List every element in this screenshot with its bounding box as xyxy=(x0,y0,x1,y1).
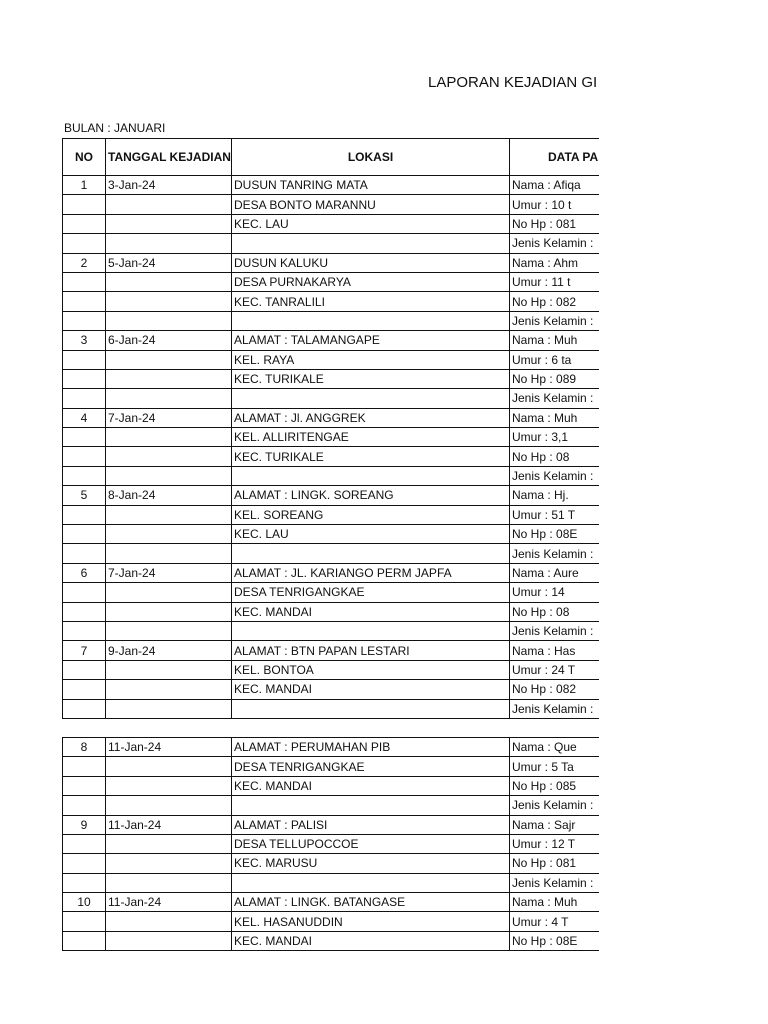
table-row xyxy=(63,311,600,330)
table-row xyxy=(63,834,600,853)
table-row xyxy=(63,815,600,834)
cell-location xyxy=(232,699,510,718)
cell-patient-data: Jenis Kelamin : xyxy=(510,311,600,330)
cell-patient-data: Jenis Kelamin : xyxy=(510,873,600,892)
cell-date xyxy=(106,350,232,369)
cell-location: ALAMAT : Jl. ANGGREK xyxy=(232,408,510,427)
cell-no xyxy=(63,292,106,311)
cell-date xyxy=(106,680,232,699)
cell-no xyxy=(63,583,106,602)
table-row xyxy=(63,757,600,776)
table-row xyxy=(63,776,600,795)
cell-no xyxy=(63,234,106,253)
cell-date xyxy=(106,602,232,621)
cell-date xyxy=(106,776,232,795)
cell-no xyxy=(63,311,106,330)
cell-patient-data: No Hp : 081 xyxy=(510,854,600,873)
table-row xyxy=(63,466,600,485)
cell-no xyxy=(63,505,106,524)
cell-no xyxy=(63,757,106,776)
table-row xyxy=(63,563,600,582)
cell-no: 8 xyxy=(63,737,106,756)
table-spacer-row xyxy=(63,718,600,737)
cell-patient-data: No Hp : 08E xyxy=(510,931,600,950)
table-row xyxy=(63,505,600,524)
table-row xyxy=(63,292,600,311)
cell-date xyxy=(106,447,232,466)
cell-patient-data: Umur : 24 T xyxy=(510,660,600,679)
table-row xyxy=(63,873,600,892)
cell-location: KEC. MANDAI xyxy=(232,680,510,699)
cell-patient-data: Nama : Sajr xyxy=(510,815,600,834)
cell-date xyxy=(106,912,232,931)
table-row xyxy=(63,253,600,272)
cell-location: DESA TENRIGANGKAE xyxy=(232,583,510,602)
cell-location: ALAMAT : TALAMANGAPE xyxy=(232,331,510,350)
table-row xyxy=(63,234,600,253)
cell-patient-data: No Hp : 08 xyxy=(510,447,600,466)
cell-patient-data: Umur : 14 xyxy=(510,583,600,602)
cell-date: 7-Jan-24 xyxy=(106,563,232,582)
cell-no xyxy=(63,525,106,544)
cell-location: KEC. LAU xyxy=(232,214,510,233)
cell-location: ALAMAT : BTN PAPAN LESTARI xyxy=(232,641,510,660)
cell-no xyxy=(63,466,106,485)
cell-no xyxy=(63,931,106,950)
cell-date xyxy=(106,873,232,892)
report-table-container xyxy=(62,138,599,958)
cell-no xyxy=(63,912,106,931)
cell-patient-data: Nama : Muh xyxy=(510,408,600,427)
cell-patient-data: Jenis Kelamin : xyxy=(510,544,600,563)
table-row xyxy=(63,893,600,912)
table-row xyxy=(63,602,600,621)
cell-location: KEC. MANDAI xyxy=(232,602,510,621)
cell-no xyxy=(63,447,106,466)
table-header-row xyxy=(63,139,600,176)
cell-patient-data: Nama : Muh xyxy=(510,331,600,350)
cell-date xyxy=(106,292,232,311)
cell-patient-data: Umur : 3,1 xyxy=(510,428,600,447)
cell-date xyxy=(106,931,232,950)
cell-no xyxy=(63,680,106,699)
cell-location: KEL. BONTOA xyxy=(232,660,510,679)
cell-location: KEL. RAYA xyxy=(232,350,510,369)
cell-location: KEL. HASANUDDIN xyxy=(232,912,510,931)
cell-location xyxy=(232,796,510,815)
cell-date xyxy=(106,428,232,447)
cell-patient-data: No Hp : 08E xyxy=(510,525,600,544)
table-row xyxy=(63,486,600,505)
header-date: TANGGAL KEJADIAN xyxy=(106,139,232,176)
cell-date xyxy=(106,834,232,853)
cell-patient-data: Nama : Muh xyxy=(510,893,600,912)
cell-patient-data: No Hp : 082 xyxy=(510,292,600,311)
cell-date xyxy=(106,699,232,718)
cell-no: 5 xyxy=(63,486,106,505)
cell-date xyxy=(106,311,232,330)
table-row xyxy=(63,641,600,660)
cell-no xyxy=(63,873,106,892)
table-row xyxy=(63,699,600,718)
cell-patient-data: No Hp : 08 xyxy=(510,602,600,621)
cell-patient-data: Umur : 51 T xyxy=(510,505,600,524)
cell-location xyxy=(232,389,510,408)
table-row xyxy=(63,447,600,466)
cell-date xyxy=(106,195,232,214)
table-row xyxy=(63,389,600,408)
cell-date xyxy=(106,583,232,602)
cell-date xyxy=(106,272,232,291)
cell-location xyxy=(232,466,510,485)
cell-patient-data: Nama : Ahm xyxy=(510,253,600,272)
cell-date xyxy=(106,757,232,776)
cell-location: DUSUN TANRING MATA xyxy=(232,176,510,195)
cell-date: 11-Jan-24 xyxy=(106,893,232,912)
cell-no xyxy=(63,272,106,291)
cell-date xyxy=(106,466,232,485)
table-row xyxy=(63,931,600,950)
cell-location xyxy=(232,873,510,892)
cell-patient-data: Jenis Kelamin : xyxy=(510,796,600,815)
cell-no xyxy=(63,602,106,621)
table-row xyxy=(63,854,600,873)
table-row xyxy=(63,583,600,602)
table-row xyxy=(63,214,600,233)
cell-no xyxy=(63,195,106,214)
cell-patient-data: Jenis Kelamin : xyxy=(510,621,600,640)
cell-no: 6 xyxy=(63,563,106,582)
cell-location: DESA BONTO MARANNU xyxy=(232,195,510,214)
table-row xyxy=(63,621,600,640)
cell-date: 5-Jan-24 xyxy=(106,253,232,272)
header-location: LOKASI xyxy=(232,139,510,176)
cell-date xyxy=(106,544,232,563)
cell-location: KEC. MANDAI xyxy=(232,931,510,950)
cell-date: 6-Jan-24 xyxy=(106,331,232,350)
cell-location: KEC. MANDAI xyxy=(232,776,510,795)
month-label: BULAN : JANUARI xyxy=(64,121,166,135)
cell-no: 7 xyxy=(63,641,106,660)
cell-location: ALAMAT : LINGK. BATANGASE xyxy=(232,893,510,912)
cell-no xyxy=(63,660,106,679)
table-body xyxy=(63,176,600,951)
cell-location: KEC. MARUSU xyxy=(232,854,510,873)
header-patient-data: DATA PA xyxy=(510,139,600,176)
cell-date xyxy=(106,621,232,640)
cell-location: KEL. SOREANG xyxy=(232,505,510,524)
cell-location xyxy=(232,544,510,563)
cell-location: DESA TELLUPOCCOE xyxy=(232,834,510,853)
cell-location xyxy=(232,234,510,253)
cell-patient-data: Jenis Kelamin : xyxy=(510,699,600,718)
cell-patient-data: Jenis Kelamin : xyxy=(510,466,600,485)
cell-location: ALAMAT : PERUMAHAN PIB xyxy=(232,737,510,756)
report-table xyxy=(62,138,599,951)
cell-patient-data: Umur : 6 ta xyxy=(510,350,600,369)
cell-date xyxy=(106,505,232,524)
cell-location: KEC. TURIKALE xyxy=(232,447,510,466)
cell-date: 7-Jan-24 xyxy=(106,408,232,427)
cell-no xyxy=(63,776,106,795)
cell-location: ALAMAT : LINGK. SOREANG xyxy=(232,486,510,505)
cell-patient-data: No Hp : 082 xyxy=(510,680,600,699)
cell-no xyxy=(63,389,106,408)
cell-no xyxy=(63,369,106,388)
cell-no xyxy=(63,350,106,369)
table-row xyxy=(63,176,600,195)
cell-date xyxy=(106,214,232,233)
cell-no xyxy=(63,796,106,815)
cell-no: 10 xyxy=(63,893,106,912)
cell-location: ALAMAT : JL. KARIANGO PERM JAPFA xyxy=(232,563,510,582)
cell-patient-data: Umur : 12 T xyxy=(510,834,600,853)
table-row xyxy=(63,544,600,563)
cell-date xyxy=(106,369,232,388)
cell-location: KEC. TANRALILI xyxy=(232,292,510,311)
cell-location: DESA PURNAKARYA xyxy=(232,272,510,291)
table-row xyxy=(63,408,600,427)
table-row xyxy=(63,272,600,291)
table-row xyxy=(63,912,600,931)
cell-date: 9-Jan-24 xyxy=(106,641,232,660)
cell-patient-data: Umur : 4 T xyxy=(510,912,600,931)
table-row xyxy=(63,737,600,756)
cell-no xyxy=(63,854,106,873)
cell-date xyxy=(106,525,232,544)
cell-location: KEC. TURIKALE xyxy=(232,369,510,388)
cell-patient-data: Nama : Aure xyxy=(510,563,600,582)
cell-location: KEC. LAU xyxy=(232,525,510,544)
cell-date xyxy=(106,854,232,873)
table-row xyxy=(63,195,600,214)
cell-patient-data: Jenis Kelamin : xyxy=(510,234,600,253)
cell-patient-data: Umur : 11 t xyxy=(510,272,600,291)
cell-location: DESA TENRIGANGKAE xyxy=(232,757,510,776)
cell-location xyxy=(232,311,510,330)
cell-patient-data: Nama : Hj. xyxy=(510,486,600,505)
cell-no xyxy=(63,428,106,447)
cell-location xyxy=(232,621,510,640)
cell-no xyxy=(63,621,106,640)
cell-date xyxy=(106,660,232,679)
cell-date: 11-Jan-24 xyxy=(106,815,232,834)
cell-patient-data: No Hp : 081 xyxy=(510,214,600,233)
cell-patient-data: Nama : Has xyxy=(510,641,600,660)
table-row xyxy=(63,680,600,699)
cell-no: 3 xyxy=(63,331,106,350)
cell-date: 3-Jan-24 xyxy=(106,176,232,195)
cell-patient-data: No Hp : 085 xyxy=(510,776,600,795)
header-no: NO xyxy=(63,139,106,176)
cell-patient-data: Umur : 5 Ta xyxy=(510,757,600,776)
cell-no xyxy=(63,544,106,563)
cell-patient-data: Nama : Afiqa xyxy=(510,176,600,195)
cell-location: DUSUN KALUKU xyxy=(232,253,510,272)
cell-location: KEL. ALLIRITENGAE xyxy=(232,428,510,447)
cell-date xyxy=(106,389,232,408)
table-row xyxy=(63,369,600,388)
cell-location: ALAMAT : PALISI xyxy=(232,815,510,834)
table-row xyxy=(63,796,600,815)
cell-no xyxy=(63,834,106,853)
cell-no xyxy=(63,699,106,718)
cell-patient-data: No Hp : 089 xyxy=(510,369,600,388)
table-row xyxy=(63,660,600,679)
cell-date xyxy=(106,234,232,253)
cell-no: 9 xyxy=(63,815,106,834)
report-title: LAPORAN KEJADIAN GI xyxy=(428,74,598,91)
cell-patient-data: Jenis Kelamin : xyxy=(510,389,600,408)
table-row xyxy=(63,331,600,350)
cell-patient-data: Umur : 10 t xyxy=(510,195,600,214)
cell-no: 1 xyxy=(63,176,106,195)
cell-date xyxy=(106,796,232,815)
cell-no xyxy=(63,214,106,233)
cell-date: 11-Jan-24 xyxy=(106,737,232,756)
table-row xyxy=(63,350,600,369)
cell-no: 2 xyxy=(63,253,106,272)
table-row xyxy=(63,525,600,544)
cell-no: 4 xyxy=(63,408,106,427)
cell-patient-data: Nama : Que xyxy=(510,737,600,756)
table-row xyxy=(63,428,600,447)
cell-date: 8-Jan-24 xyxy=(106,486,232,505)
